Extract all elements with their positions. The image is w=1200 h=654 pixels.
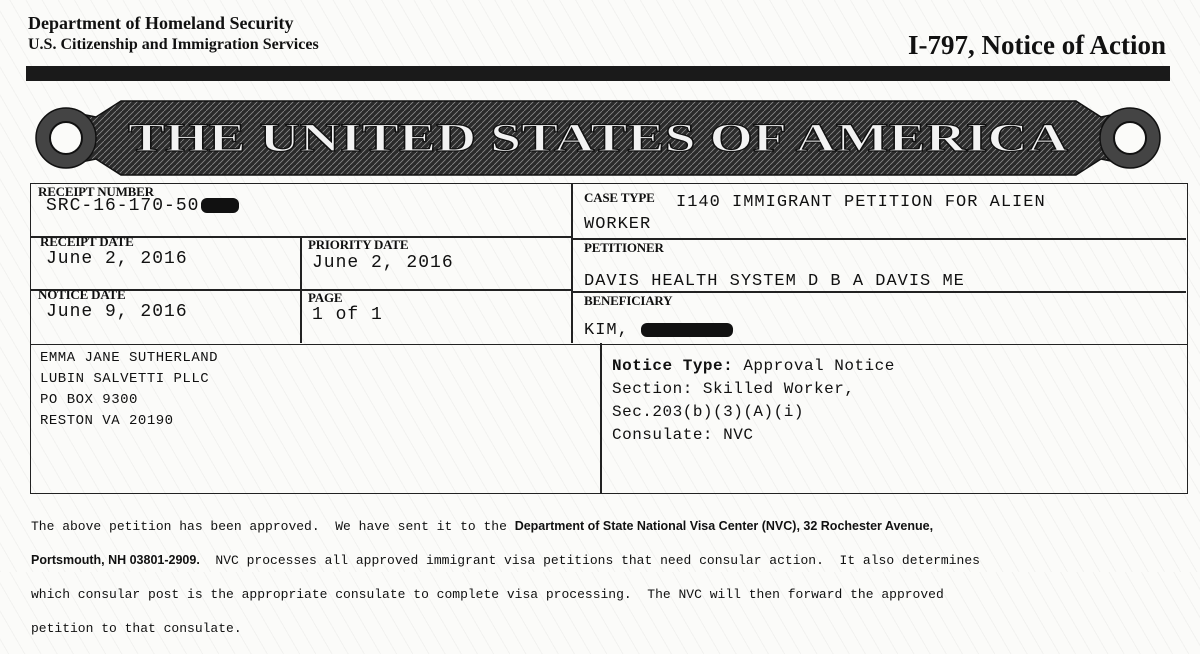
banner-text: THE UNITED STATES OF AMERICA <box>128 115 1069 160</box>
page-label: PAGE <box>308 290 343 305</box>
notice-date-value: June 9, 2016 <box>46 302 188 322</box>
grid-divider <box>571 183 573 343</box>
receipt-number-label: RECEIPT NUMBER <box>38 184 154 199</box>
agency-name <box>28 12 319 56</box>
priority-date-label: PRIORITY DATE <box>308 237 409 252</box>
banner-graphic <box>26 93 1170 183</box>
header-rule <box>26 66 1170 81</box>
approval-message: The above petition has been approved. We have sent it to the Department of State National Visa Center (NVC), 32 Rochester Avenue, Portsmouth, NH 03801-2909. NVC processes all approved immigrant visa petitions that need consular action. It also determines which consular post is the appropriate consulate to complete visa processing. The NVC will then forward the approved petition to that consulate. <box>31 519 980 636</box>
case-type-label: CASE TYPE <box>584 190 655 205</box>
form-title: I-797, Notice of Action <box>908 30 1166 60</box>
notice-section: Section: Skilled Worker, <box>612 380 855 398</box>
redaction-mark <box>201 198 239 213</box>
notice-type-value: Approval Notice <box>743 357 895 375</box>
case-type-value-line2: WORKER <box>584 215 652 234</box>
petitioner-label: PETITIONER <box>584 240 664 255</box>
receipt-date-value: June 2, 2016 <box>46 249 188 269</box>
receipt-number-value: SRC-16-170-50 <box>46 196 239 216</box>
agency-line-1: Department of Homeland Security <box>28 13 294 33</box>
address-line-3: PO BOX 9300 <box>40 392 138 408</box>
address-line-2: LUBIN SALVETTI PLLC <box>40 371 210 387</box>
page-value: 1 of 1 <box>312 305 383 325</box>
petitioner-value: DAVIS HEALTH SYSTEM D B A DAVIS ME <box>584 272 965 291</box>
mailing-address <box>40 348 218 432</box>
notice-subsection: Sec.203(b)(3)(A)(i) <box>612 403 804 421</box>
address-line-4: RESTON VA 20190 <box>40 413 174 429</box>
receipt-date-label: RECEIPT DATE <box>40 234 134 249</box>
beneficiary-value: KIM, <box>584 321 733 340</box>
notice-details <box>612 355 895 447</box>
case-type-value: I140 IMMIGRANT PETITION FOR ALIEN <box>676 193 1046 212</box>
notice-consulate: Consulate: NVC <box>612 426 754 444</box>
banner <box>26 93 1170 183</box>
redaction-mark <box>641 323 733 337</box>
beneficiary-label: BENEFICIARY <box>584 293 673 308</box>
notice-type-label: Notice Type: <box>612 357 734 375</box>
priority-date-value: June 2, 2016 <box>312 253 454 273</box>
notice-date-label: NOTICE DATE <box>38 287 126 302</box>
address-line-1: EMMA JANE SUTHERLAND <box>40 350 219 366</box>
agency-line-2: U.S. Citizenship and Immigration Services <box>28 36 319 53</box>
